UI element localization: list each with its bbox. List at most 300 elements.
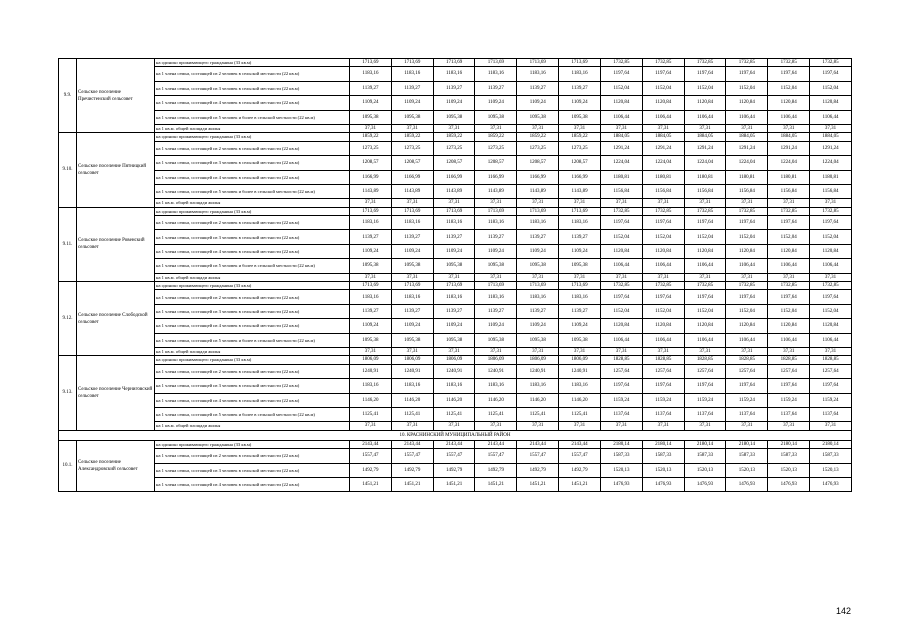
table-row: [59, 273, 852, 281]
table-cell-value: 37,31: [517, 273, 559, 281]
table-cell-value: 1143,89: [433, 184, 475, 198]
settlement-name: Сельское поселение Слободской сельсовет: [77, 282, 155, 356]
table-cell-value: 1587,33: [810, 449, 852, 463]
table-cell-value: 1291,24: [768, 141, 810, 155]
table-cell-value: 1197,64: [726, 67, 768, 81]
table-cell-value: 1492,79: [433, 463, 475, 477]
table-row: [59, 156, 852, 170]
table-cell-value: 1156,84: [768, 184, 810, 198]
table-cell-value: 1587,33: [600, 449, 642, 463]
table-cell-value: 1095,38: [517, 333, 559, 347]
table-cell-value: 1557,47: [559, 449, 601, 463]
table-cell-value: 1120,84: [810, 319, 852, 333]
table-cell-value: 1713,69: [475, 282, 517, 290]
table-cell-value: 1120,84: [726, 96, 768, 110]
table-cell-value: 1183,16: [391, 379, 433, 393]
table-cell-value: 1152,04: [684, 81, 726, 95]
table-cell-value: 1139,27: [475, 81, 517, 95]
table-cell-value: 1109,24: [517, 319, 559, 333]
table-cell-value: 37,31: [475, 347, 517, 355]
table-cell-value: 1120,84: [768, 319, 810, 333]
table-cell-value: 1257,64: [768, 364, 810, 378]
table-cell-value: 1156,84: [684, 184, 726, 198]
table-cell-value: 1587,33: [726, 449, 768, 463]
table-cell-value: 1139,27: [517, 230, 559, 244]
table-cell-value: 1587,33: [684, 449, 726, 463]
table-cell-value: 1095,38: [350, 259, 392, 273]
table-cell-value: 1146,20: [475, 393, 517, 407]
table-cell-value: 37,31: [642, 124, 684, 132]
table-cell-value: 37,31: [600, 273, 642, 281]
table-cell-value: 1152,04: [600, 304, 642, 318]
norm-description: на 1 члена семьи, состоящей из 2 человек в сельской местности (22 кв.м): [155, 67, 350, 81]
table-cell-value: 37,31: [517, 124, 559, 132]
table-cell-value: 2143,44: [517, 440, 559, 448]
table-cell-value: 37,31: [559, 422, 601, 430]
settlement-code: 9.11.: [59, 207, 77, 281]
table-cell-value: 1183,16: [433, 67, 475, 81]
table-cell-value: 37,31: [350, 124, 392, 132]
table-cell-value: 1451,21: [517, 477, 559, 491]
table-cell-value: 1732,85: [810, 207, 852, 215]
table-cell-value: 1183,16: [350, 216, 392, 230]
table-cell-value: 1183,16: [391, 290, 433, 304]
table-cell-value: 1139,27: [517, 81, 559, 95]
table-cell-value: 1713,69: [517, 207, 559, 215]
table-cell-value: 37,31: [768, 124, 810, 132]
norm-description: на 1 члена семьи, состоящей из 5 человек и более в сельской местности (22 кв.м): [155, 110, 350, 124]
table-cell-value: 1224,04: [684, 156, 726, 170]
table-cell-value: 1197,64: [684, 67, 726, 81]
table-cell-value: 2180,14: [810, 440, 852, 448]
table-cell-value: 37,31: [726, 199, 768, 207]
table-cell-value: 1095,38: [391, 110, 433, 124]
table-cell-value: 1713,69: [475, 59, 517, 67]
table-cell-value: 2143,44: [433, 440, 475, 448]
table-row: [59, 184, 852, 198]
table-cell-value: 1166,99: [517, 170, 559, 184]
table-cell-value: 1713,69: [475, 207, 517, 215]
table-cell-value: 1859,22: [559, 133, 601, 141]
norm-description: на одиноко проживающего гражданина (33 кв.м): [155, 207, 350, 215]
table-cell-value: 1146,20: [350, 393, 392, 407]
table-cell-value: 1197,64: [600, 67, 642, 81]
table-cell-value: 1732,85: [642, 59, 684, 67]
table-cell-value: 1095,38: [350, 333, 392, 347]
table-cell-value: 1257,64: [810, 364, 852, 378]
table-cell-value: 1520,13: [684, 463, 726, 477]
table-cell-value: 1520,13: [768, 463, 810, 477]
table-cell-value: 1257,64: [600, 364, 642, 378]
table-cell-value: 1095,38: [391, 259, 433, 273]
tariff-table-body: [59, 59, 852, 492]
table-cell-value: 1557,47: [350, 449, 392, 463]
table-cell-value: 1828,85: [810, 356, 852, 364]
table-cell-value: 1109,24: [433, 96, 475, 110]
table-cell-value: 37,31: [433, 124, 475, 132]
table-cell-value: 37,31: [350, 199, 392, 207]
table-cell-value: 1732,85: [726, 282, 768, 290]
table-cell-value: 37,31: [642, 347, 684, 355]
table-cell-value: 1180,81: [810, 170, 852, 184]
table-cell-value: 1828,85: [600, 356, 642, 364]
table-cell-value: 1732,85: [768, 59, 810, 67]
table-cell-value: 1120,84: [600, 319, 642, 333]
table-cell-value: 1859,22: [350, 133, 392, 141]
table-cell-value: 1732,85: [684, 59, 726, 67]
table-cell-value: 1159,24: [810, 393, 852, 407]
table-cell-value: 37,31: [726, 347, 768, 355]
table-cell-value: 1109,24: [391, 244, 433, 258]
table-cell-value: 1732,85: [600, 59, 642, 67]
table-cell-value: 1139,27: [350, 81, 392, 95]
table-cell-value: 1139,27: [391, 81, 433, 95]
table-cell-value: 1732,85: [768, 207, 810, 215]
table-cell-value: 1224,04: [768, 156, 810, 170]
table-cell-value: 1109,24: [433, 319, 475, 333]
table-cell-value: 1197,64: [810, 67, 852, 81]
table-cell-value: 1106,44: [768, 333, 810, 347]
table-cell-value: 2143,44: [475, 440, 517, 448]
table-cell-value: 1732,85: [768, 282, 810, 290]
norm-description: на одиноко проживающего гражданина (33 кв.м): [155, 440, 350, 448]
norm-description: на 1 члена семьи, состоящей из 3 человек в сельской местности (22 кв.м): [155, 81, 350, 95]
table-cell-value: 1476,93: [600, 477, 642, 491]
table-cell-value: 1152,04: [684, 304, 726, 318]
table-cell-value: 37,31: [350, 347, 392, 355]
table-cell-value: 1120,84: [726, 319, 768, 333]
table-cell-value: 1109,24: [475, 319, 517, 333]
table-cell-value: 1139,27: [433, 304, 475, 318]
settlement-name: Сельское поселение Александровский сельсовет: [77, 440, 155, 492]
table-cell-value: 1180,81: [600, 170, 642, 184]
table-cell-value: 1183,16: [559, 379, 601, 393]
table-cell-value: 1152,04: [726, 304, 768, 318]
table-cell-value: 1159,24: [726, 393, 768, 407]
district-title: 10. КРАСНИНСКИЙ МУНИЦИПАЛЬНЫЙ РАЙОН: [59, 430, 852, 440]
table-cell-value: 1152,04: [810, 230, 852, 244]
table-cell-value: 1197,64: [684, 290, 726, 304]
table-cell-value: 1713,69: [391, 207, 433, 215]
table-cell-value: 37,31: [559, 347, 601, 355]
norm-description: на 1 кв.м. общей площади жилья: [155, 199, 350, 207]
table-cell-value: 37,31: [391, 347, 433, 355]
table-cell-value: 1139,27: [391, 304, 433, 318]
table-cell-value: 1197,64: [726, 290, 768, 304]
table-row: [59, 244, 852, 258]
table-cell-value: 1120,84: [642, 244, 684, 258]
table-cell-value: 1732,85: [600, 282, 642, 290]
table-cell-value: 1146,20: [433, 393, 475, 407]
table-cell-value: 1095,38: [517, 259, 559, 273]
table-cell-value: 1183,16: [517, 67, 559, 81]
table-cell-value: 37,31: [350, 422, 392, 430]
table-cell-value: 2180,14: [642, 440, 684, 448]
table-cell-value: 1884,05: [684, 133, 726, 141]
table-cell-value: 1125,41: [517, 407, 559, 421]
table-cell-value: 1106,44: [600, 259, 642, 273]
table-cell-value: 1146,20: [391, 393, 433, 407]
table-cell-value: 1859,22: [391, 133, 433, 141]
settlement-code: 10.1.: [59, 440, 77, 492]
table-cell-value: 1240,91: [433, 364, 475, 378]
settlement-code: 9.12.: [59, 282, 77, 356]
table-cell-value: 1183,16: [433, 379, 475, 393]
table-cell-value: 1713,69: [350, 59, 392, 67]
table-cell-value: 1125,41: [433, 407, 475, 421]
table-cell-value: 1106,44: [600, 110, 642, 124]
table-cell-value: 1557,47: [391, 449, 433, 463]
table-cell-value: 37,31: [559, 199, 601, 207]
table-cell-value: 1152,04: [810, 304, 852, 318]
settlement-name: Сельское поселение Черниговский сельсовет: [77, 356, 155, 430]
table-cell-value: 1713,69: [433, 59, 475, 67]
table-cell-value: 1291,24: [600, 141, 642, 155]
table-cell-value: 1095,38: [433, 333, 475, 347]
table-cell-value: 1137,64: [684, 407, 726, 421]
table-cell-value: 1197,64: [600, 379, 642, 393]
table-cell-value: 1732,85: [684, 282, 726, 290]
table-cell-value: 1273,25: [559, 141, 601, 155]
table-cell-value: 1109,24: [559, 244, 601, 258]
table-cell-value: 1208,57: [350, 156, 392, 170]
table-cell-value: 37,31: [475, 199, 517, 207]
table-cell-value: 1476,93: [810, 477, 852, 491]
table-cell-value: 1166,99: [433, 170, 475, 184]
table-cell-value: 1120,84: [642, 96, 684, 110]
table-cell-value: 37,31: [810, 273, 852, 281]
table-cell-value: 1180,81: [642, 170, 684, 184]
table-row: [59, 477, 852, 491]
table-row: [59, 393, 852, 407]
table-cell-value: 37,31: [768, 273, 810, 281]
tariff-table: [58, 58, 852, 492]
table-cell-value: 1120,84: [600, 244, 642, 258]
table-cell-value: 1120,84: [684, 319, 726, 333]
table-cell-value: 37,31: [433, 273, 475, 281]
table-cell-value: 1139,27: [475, 230, 517, 244]
table-cell-value: 1139,27: [559, 81, 601, 95]
table-cell-value: 1451,21: [350, 477, 392, 491]
norm-description: на 1 члена семьи, состоящей из 2 человек в сельской местности (22 кв.м): [155, 364, 350, 378]
table-cell-value: 37,31: [768, 347, 810, 355]
table-cell-value: 37,31: [684, 273, 726, 281]
table-cell-value: 1137,64: [600, 407, 642, 421]
table-row: [59, 170, 852, 184]
table-cell-value: 1520,13: [642, 463, 684, 477]
table-cell-value: 2180,14: [726, 440, 768, 448]
table-cell-value: 1884,05: [642, 133, 684, 141]
table-cell-value: 1152,04: [768, 230, 810, 244]
table-cell-value: 1109,24: [517, 96, 559, 110]
norm-description: на 1 члена семьи, состоящей из 5 человек и более в сельской местности (22 кв.м): [155, 184, 350, 198]
norm-description: на 1 кв.м. общей площади жилья: [155, 273, 350, 281]
table-cell-value: 37,31: [684, 422, 726, 430]
table-cell-value: 1139,27: [433, 81, 475, 95]
table-cell-value: 1240,91: [391, 364, 433, 378]
table-cell-value: 37,31: [600, 422, 642, 430]
table-cell-value: 37,31: [391, 199, 433, 207]
table-cell-value: 1806,09: [433, 356, 475, 364]
table-cell-value: 37,31: [350, 273, 392, 281]
table-cell-value: 1208,57: [475, 156, 517, 170]
table-cell-value: 1106,44: [642, 259, 684, 273]
table-cell-value: 37,31: [391, 273, 433, 281]
table-cell-value: 1109,24: [391, 96, 433, 110]
table-row: [59, 207, 852, 215]
table-cell-value: 1095,38: [475, 110, 517, 124]
table-cell-value: 1106,44: [642, 110, 684, 124]
table-cell-value: 1476,93: [726, 477, 768, 491]
table-row: [59, 133, 852, 141]
table-cell-value: 1713,69: [517, 59, 559, 67]
table-cell-value: 1183,16: [475, 67, 517, 81]
table-cell-value: 1095,38: [433, 110, 475, 124]
table-cell-value: 1273,25: [475, 141, 517, 155]
table-cell-value: 37,31: [391, 422, 433, 430]
table-cell-value: 1109,24: [350, 319, 392, 333]
norm-description: на 1 члена семьи, состоящей из 4 человек в сельской местности (22 кв.м): [155, 170, 350, 184]
table-cell-value: 1106,44: [726, 259, 768, 273]
table-cell-value: 37,31: [433, 422, 475, 430]
table-cell-value: 1859,22: [517, 133, 559, 141]
table-cell-value: 1587,33: [768, 449, 810, 463]
table-cell-value: 1109,24: [559, 96, 601, 110]
table-cell-value: 1120,84: [600, 96, 642, 110]
table-cell-value: 1109,24: [517, 244, 559, 258]
table-cell-value: 1291,24: [810, 141, 852, 155]
table-cell-value: 1197,64: [768, 67, 810, 81]
table-cell-value: 1139,27: [559, 304, 601, 318]
norm-description: на одиноко проживающего гражданина (33 кв.м): [155, 59, 350, 67]
table-cell-value: 1197,64: [684, 216, 726, 230]
table-cell-value: 37,31: [684, 124, 726, 132]
table-cell-value: 1139,27: [433, 230, 475, 244]
table-cell-value: 1806,09: [391, 356, 433, 364]
settlement-code: 9.9.: [59, 59, 77, 133]
table-cell-value: 1884,05: [810, 133, 852, 141]
table-cell-value: 1884,05: [768, 133, 810, 141]
settlement-name: Сельское поселение Ровенский сельсовет: [77, 207, 155, 281]
table-cell-value: 1139,27: [391, 230, 433, 244]
table-cell-value: 1240,91: [517, 364, 559, 378]
table-cell-value: 1183,16: [433, 290, 475, 304]
table-cell-value: 1156,84: [600, 184, 642, 198]
table-cell-value: 1183,16: [475, 379, 517, 393]
table-cell-value: 1095,38: [475, 259, 517, 273]
table-cell-value: 1240,91: [559, 364, 601, 378]
table-row: [59, 67, 852, 81]
table-cell-value: 1859,22: [433, 133, 475, 141]
table-cell-value: 1183,16: [433, 216, 475, 230]
table-cell-value: 1125,41: [475, 407, 517, 421]
table-cell-value: 1095,38: [475, 333, 517, 347]
table-cell-value: 1106,44: [684, 110, 726, 124]
table-cell-value: 1183,16: [559, 216, 601, 230]
norm-description: на 1 члена семьи, состоящей из 3 человек в сельской местности (22 кв.м): [155, 230, 350, 244]
table-cell-value: 1520,13: [726, 463, 768, 477]
table-cell-value: 1152,04: [600, 81, 642, 95]
table-cell-value: 1120,84: [642, 319, 684, 333]
norm-description: на 1 члена семьи, состоящей из 5 человек и более в сельской местности (22 кв.м): [155, 259, 350, 273]
table-cell-value: 1240,91: [350, 364, 392, 378]
table-cell-value: 37,31: [642, 273, 684, 281]
table-cell-value: 1139,27: [517, 304, 559, 318]
table-cell-value: 37,31: [684, 347, 726, 355]
table-cell-value: 1120,84: [810, 96, 852, 110]
table-cell-value: 37,31: [475, 124, 517, 132]
table-cell-value: 1183,16: [517, 379, 559, 393]
table-cell-value: 1197,64: [810, 290, 852, 304]
table-cell-value: 1183,16: [350, 379, 392, 393]
table-cell-value: 1806,09: [517, 356, 559, 364]
table-cell-value: 1109,24: [391, 319, 433, 333]
table-cell-value: 1520,13: [600, 463, 642, 477]
table-cell-value: 1208,57: [433, 156, 475, 170]
table-cell-value: 37,31: [391, 124, 433, 132]
table-cell-value: 1109,24: [433, 244, 475, 258]
table-cell-value: 1156,84: [726, 184, 768, 198]
table-cell-value: 1139,27: [559, 230, 601, 244]
table-row: [59, 81, 852, 95]
table-cell-value: 1152,04: [642, 230, 684, 244]
table-cell-value: 1183,16: [517, 216, 559, 230]
table-cell-value: 1224,04: [600, 156, 642, 170]
table-cell-value: 37,31: [642, 199, 684, 207]
table-cell-value: 37,31: [517, 347, 559, 355]
table-cell-value: 2143,44: [391, 440, 433, 448]
table-cell-value: 1273,25: [433, 141, 475, 155]
table-cell-value: 1183,16: [350, 290, 392, 304]
table-cell-value: 1095,38: [350, 110, 392, 124]
table-cell-value: 1166,99: [350, 170, 392, 184]
table-cell-value: 1557,47: [517, 449, 559, 463]
table-cell-value: 37,31: [768, 199, 810, 207]
table-cell-value: 37,31: [810, 422, 852, 430]
table-cell-value: 1183,16: [350, 67, 392, 81]
table-cell-value: 37,31: [726, 273, 768, 281]
norm-description: на 1 члена семьи, состоящей из 4 человек в сельской местности (22 кв.м): [155, 393, 350, 407]
table-cell-value: 1106,44: [726, 110, 768, 124]
table-cell-value: 1492,79: [391, 463, 433, 477]
table-row: [59, 124, 852, 132]
table-cell-value: 1240,91: [475, 364, 517, 378]
table-cell-value: 1109,24: [350, 244, 392, 258]
table-cell-value: 1120,84: [726, 244, 768, 258]
table-cell-value: 1828,85: [684, 356, 726, 364]
table-cell-value: 1139,27: [350, 230, 392, 244]
table-cell-value: 1224,04: [642, 156, 684, 170]
table-cell-value: 1197,64: [810, 379, 852, 393]
table-cell-value: 1291,24: [642, 141, 684, 155]
table-row: [59, 463, 852, 477]
table-cell-value: 1713,69: [559, 207, 601, 215]
settlement-name: Сельское поселение Пречистенский сельсовет: [77, 59, 155, 133]
table-cell-value: 1732,85: [810, 282, 852, 290]
table-row: [59, 290, 852, 304]
table-cell-value: 1713,69: [559, 282, 601, 290]
table-cell-value: 1137,64: [642, 407, 684, 421]
table-cell-value: 1159,24: [642, 393, 684, 407]
table-cell-value: 1106,44: [600, 333, 642, 347]
norm-description: на одиноко проживающего гражданина (33 кв.м): [155, 282, 350, 290]
table-cell-value: 1180,81: [684, 170, 726, 184]
table-row: [59, 141, 852, 155]
norm-description: на 1 члена семьи, состоящей из 4 человек в сельской местности (22 кв.м): [155, 477, 350, 491]
table-cell-value: 1166,99: [475, 170, 517, 184]
table-cell-value: 1152,04: [768, 304, 810, 318]
table-cell-value: 1109,24: [475, 96, 517, 110]
